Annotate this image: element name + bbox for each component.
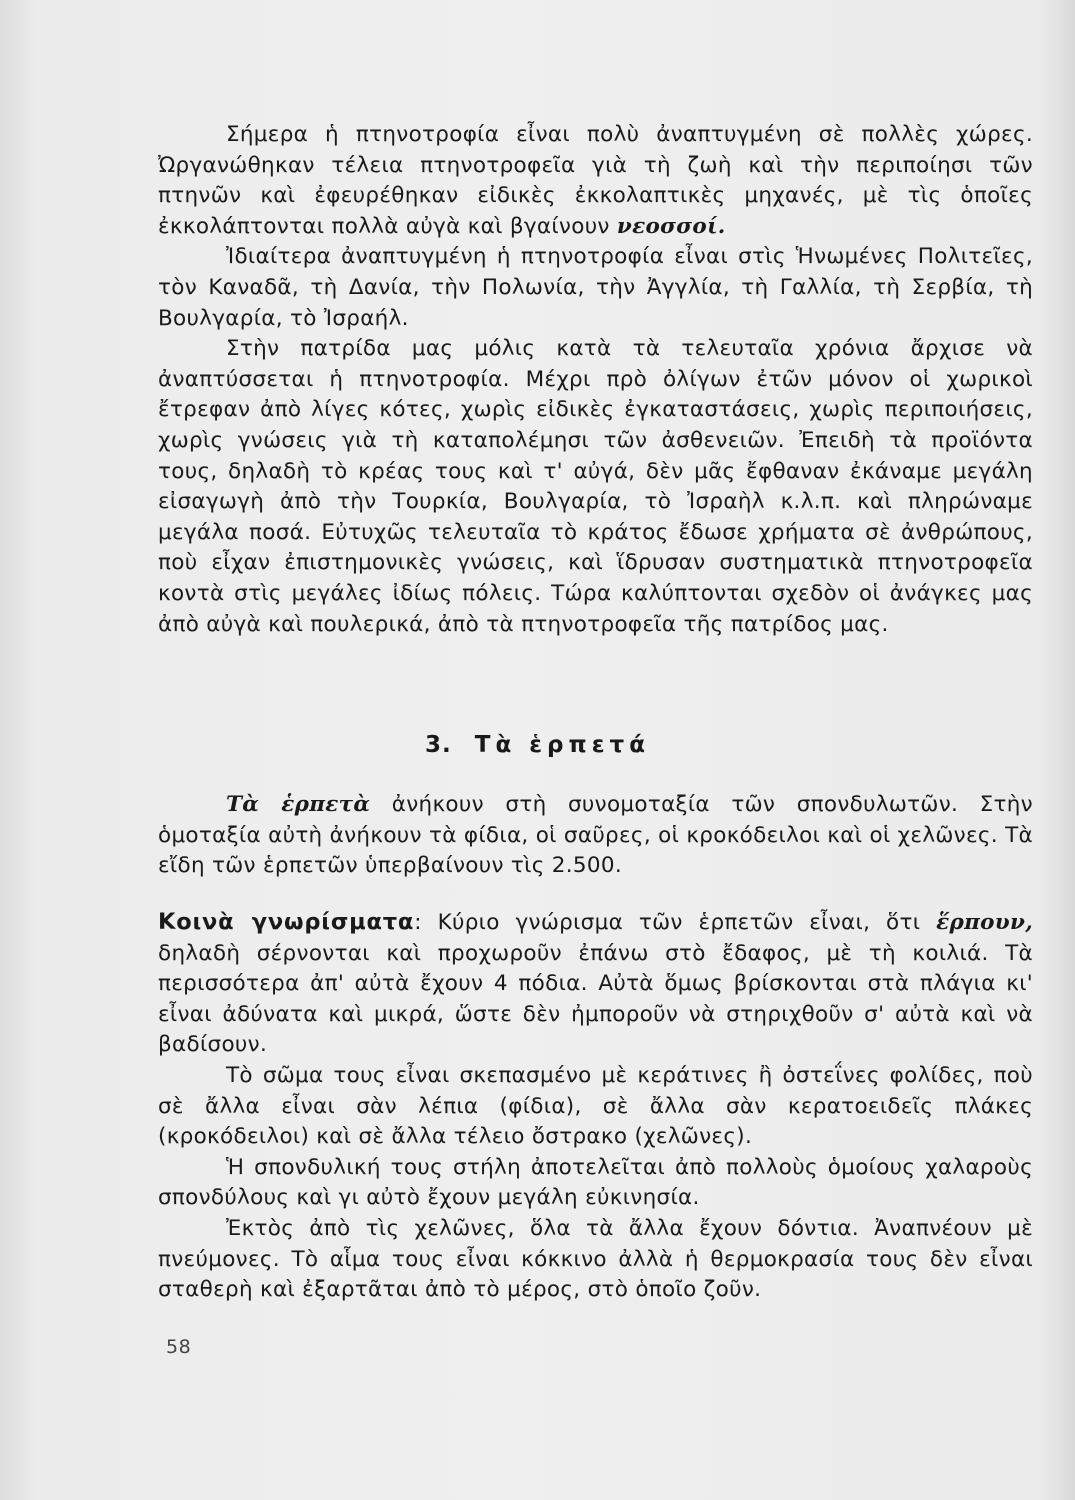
paragraph: Ἡ σπονδυλική τους στήλη ἀποτελεῖται ἀπὸ πολλοὺς ὁμοίους χαλαροὺς σπονδύλους καὶ γι αὐτὸ ἔχουν μεγάλη εὐκινησία. bbox=[158, 1154, 1033, 1211]
reptiles-intro bbox=[158, 790, 1033, 882]
page-number: 58 bbox=[166, 1336, 192, 1358]
paragraph bbox=[158, 907, 1033, 1061]
paragraph bbox=[158, 120, 1033, 242]
paragraph: Τὸ σῶμα τους εἶναι σκεπασμένο μὲ κεράτινες ἢ ὀστεΐνες φολίδες, ποὺ σὲ ἄλλα εἶναι σὰν λέπια (φίδια), σὲ ἄλλα σὰν κερατοειδεῖς πλάκες (κροκόδειλοι) καὶ σὲ ἄλλα τέλειο ὄστρακο (χελῶνες). bbox=[158, 1062, 1033, 1150]
term-neossoi: νεοσσοί. bbox=[616, 213, 726, 239]
section-number: 3. bbox=[424, 732, 452, 758]
subheading-common-features: Κοινὰ γνωρίσματα bbox=[158, 909, 415, 935]
poultry-text bbox=[158, 120, 1033, 640]
paragraph-text: Σήμερα ἡ πτηνοτροφία εἶναι πολὺ ἀναπτυγμένη σὲ πολλὲς χώρες. Ὠργανώθηκαν τέλεια πτηνοτροφεῖα γιὰ τὴ ζωὴ καὶ τὴν περιποίησι τῶν πτηνῶν καὶ ἐφευρέθηκαν εἰδικὲς ἐκκολαπτικὲς μηχανές, μὲ τὶς ὁποῖες ἐκκολάπτονται πολλὰ αὐγὰ καὶ βγαίνουν bbox=[158, 122, 1033, 239]
paragraph-text: Κύριο γνώρισμα τῶν ἑρπετῶν εἶναι, ὅτι bbox=[437, 910, 921, 935]
paragraph: Ἐκτὸς ἀπὸ τὶς χελῶνες, ὅλα τὰ ἄλλα ἔχουν δόντια. Ἀναπνέουν μὲ πνεύμονες. Τὸ αἷμα τους εἶναι κόκκινο ἀλλὰ ἡ θερμοκρασία τους δὲν εἶναι σταθερὴ καὶ ἐξαρτᾶται ἀπὸ τὸ μέρος, στὸ ὁποῖο ζοῦν. bbox=[158, 1215, 1033, 1303]
paragraph-text: δηλαδὴ σέρνονται καὶ προχωροῦν ἐπάνω στὸ ἔδαφος, μὲ τὴ κοιλιά. Τὰ περισσότερα ἀπ' αὐτὰ ἔχουν 4 πόδια. Αὐτὰ ὅμως βρίσκονται στὰ πλάγια κι' εἶναι ἀδύνατα καὶ μικρά, ὥστε δὲν ἠμποροῦν νὰ στηριχθοῦν σ' αὐτὰ καὶ νὰ βαδίσουν. bbox=[158, 940, 1033, 1058]
section-heading bbox=[0, 732, 1075, 758]
paragraph bbox=[158, 790, 1033, 882]
reptiles-features bbox=[158, 907, 1033, 1306]
colon: : bbox=[414, 910, 422, 935]
term-erpoun: ἕρπουν, bbox=[936, 910, 1034, 935]
paragraph-text: ἀνήκουν στὴ συνομοταξία τῶν σπονδυλωτῶν. Στὴν ὁμοταξία αὐτὴ ἀνήκουν τὰ φίδια, οἱ σαῦρες, οἱ κροκόδειλοι καὶ οἱ χελῶνες. Τὰ εἴδη τῶν ἑρπετῶν ὑπερβαίνουν τὶς 2.500. bbox=[158, 792, 1033, 879]
paragraph: Στὴν πατρίδα μας μόλις κατὰ τὰ τελευταῖα χρόνια ἄρχισε νὰ ἀναπτύσσεται ἡ πτηνοτροφία. Μέχρι πρὸ ὀλίγων ἐτῶν μόνον οἱ χωρικοὶ ἔτρεφαν ἀπὸ λίγες κότες, χωρὶς εἰδικὲς ἐγκαταστάσεις, χωρὶς περιποιήσεις, χωρὶς γνώσεις γιὰ τὴ καταπολέμησι τῶν ἀσθενειῶν. Ἐπειδὴ τὰ προϊόντα τους, δηλαδὴ τὸ κρέας τους καὶ τ' αὐγά, δὲν μᾶς ἔφθαναν ἐκάναμε μεγάλη εἰσαγωγὴ ἀπὸ τὴν Τουρκία, Βουλγαρία, τὸ Ἰσραὴλ κ.λ.π. καὶ πληρώναμε μεγάλα ποσά. Εὐτυχῶς τελευταῖα τὸ κράτος ἔδωσε χρήματα σὲ ἀνθρώπους, ποὺ εἶχαν ἐπιστημονικὲς γνώσεις, καὶ ἵδρυσαν συστηματικὰ πτηνοτροφεῖα κοντὰ στὶς μεγάλες ἰδίως πόλεις. Τώρα καλύπτονται σχεδὸν οἱ ἀνάγκες μας ἀπὸ αὐγὰ καὶ πουλερικά, ἀπὸ τὰ πτηνοτροφεῖα τῆς πατρίδος μας. bbox=[158, 336, 1033, 637]
paragraph: Ἰδιαίτερα ἀναπτυγμένη ἡ πτηνοτροφία εἶναι στὶς Ἡνωμένες Πολιτεῖες, τὸν Καναδᾶ, τὴ Δανία, τὴν Πολωνία, τὴν Ἀγγλία, τὴ Γαλλία, τὴ Σερβία, τὴ Βουλγαρία, τὸ Ἰσραήλ. bbox=[158, 244, 1033, 331]
term-reptiles: Τὰ ἑρπετὰ bbox=[226, 792, 371, 817]
section-title: Τὰ ἑρπετά bbox=[474, 732, 650, 758]
